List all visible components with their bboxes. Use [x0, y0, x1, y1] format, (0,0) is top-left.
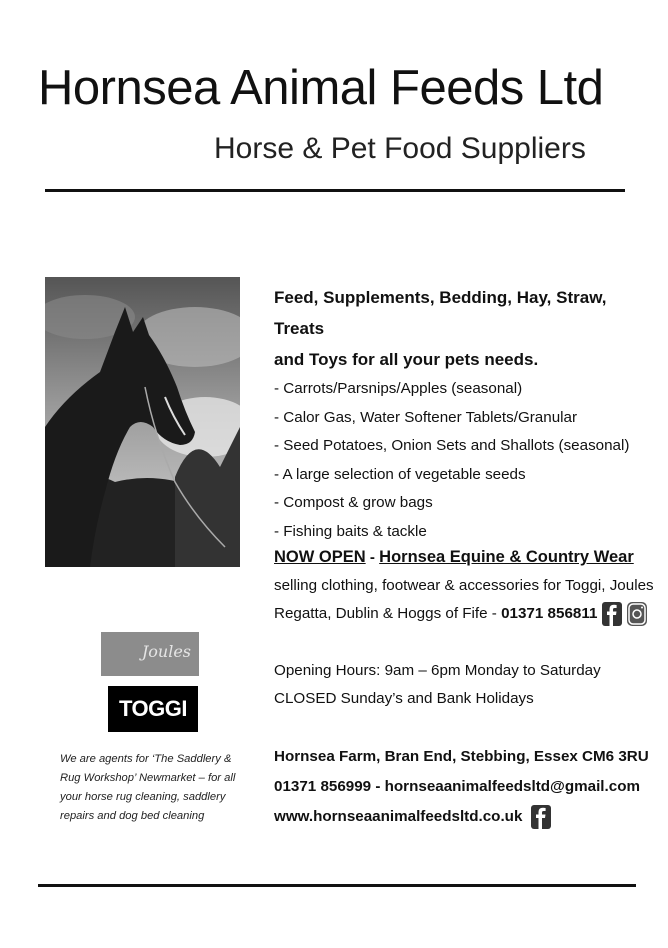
instagram-icon[interactable] — [626, 601, 648, 627]
list-item: - Fishing baits & tackle — [274, 522, 427, 540]
page-subtitle: Horse & Pet Food Suppliers — [214, 132, 586, 165]
facebook-icon[interactable] — [602, 602, 622, 626]
shop-name: Hornsea Equine & Country Wear — [379, 548, 634, 566]
products-section — [274, 282, 654, 546]
website-link[interactable]: www.hornseaanimalfeedsltd.co.uk — [274, 808, 523, 825]
now-open-section — [274, 543, 664, 628]
phone-email[interactable]: 01371 856999 - hornseaanimalfeedsltd@gmail.com — [274, 778, 640, 795]
product-list — [274, 375, 654, 546]
joules-logo: Joules — [101, 632, 199, 676]
now-open-line1: selling clothing, footwear & accessories for Toggi, Joules — [274, 577, 654, 594]
address: Hornsea Farm, Bran End, Stebbing, Essex CM6 3RU — [274, 748, 649, 765]
list-item: - A large selection of vegetable seeds — [274, 465, 526, 483]
opening-hours-line1: Opening Hours: 9am – 6pm Monday to Saturday — [274, 662, 601, 679]
opening-hours — [274, 657, 601, 713]
agents-note: We are agents for ‘The Saddlery & Rug Workshop’ Newmarket – for all your horse rug cleaning, saddlery repairs and dog bed cleaning — [60, 753, 236, 822]
footer-divider — [38, 884, 636, 887]
list-item: - Carrots/Parsnips/Apples (seasonal) — [274, 380, 523, 397]
page-title: Hornsea Animal Feeds Ltd — [38, 61, 604, 115]
opening-hours-line2: CLOSED Sunday’s and Bank Holidays — [274, 690, 534, 707]
facebook-icon[interactable] — [531, 805, 551, 829]
now-open-line2: Regatta, Dublin & Hoggs of Fife - — [274, 605, 502, 622]
products-heading-line2: and Toys for all your pets needs. — [274, 350, 539, 369]
horse-photo — [45, 277, 240, 567]
list-item: - Compost & grow bags — [274, 494, 433, 511]
now-open-label: NOW OPEN — [274, 548, 366, 566]
list-item: - Seed Potatoes, Onion Sets and Shallots (seasonal) — [274, 437, 630, 454]
toggi-logo: TOGGI — [108, 686, 198, 732]
products-heading-line1: Feed, Supplements, Bedding, Hay, Straw, Treats — [274, 288, 607, 338]
now-open-separator: - — [365, 549, 380, 566]
contact-section — [274, 742, 649, 832]
shop-phone[interactable]: 01371 856811 — [501, 605, 598, 622]
list-item: - Calor Gas, Water Softener Tablets/Granular — [274, 408, 578, 426]
header-divider — [45, 189, 625, 192]
